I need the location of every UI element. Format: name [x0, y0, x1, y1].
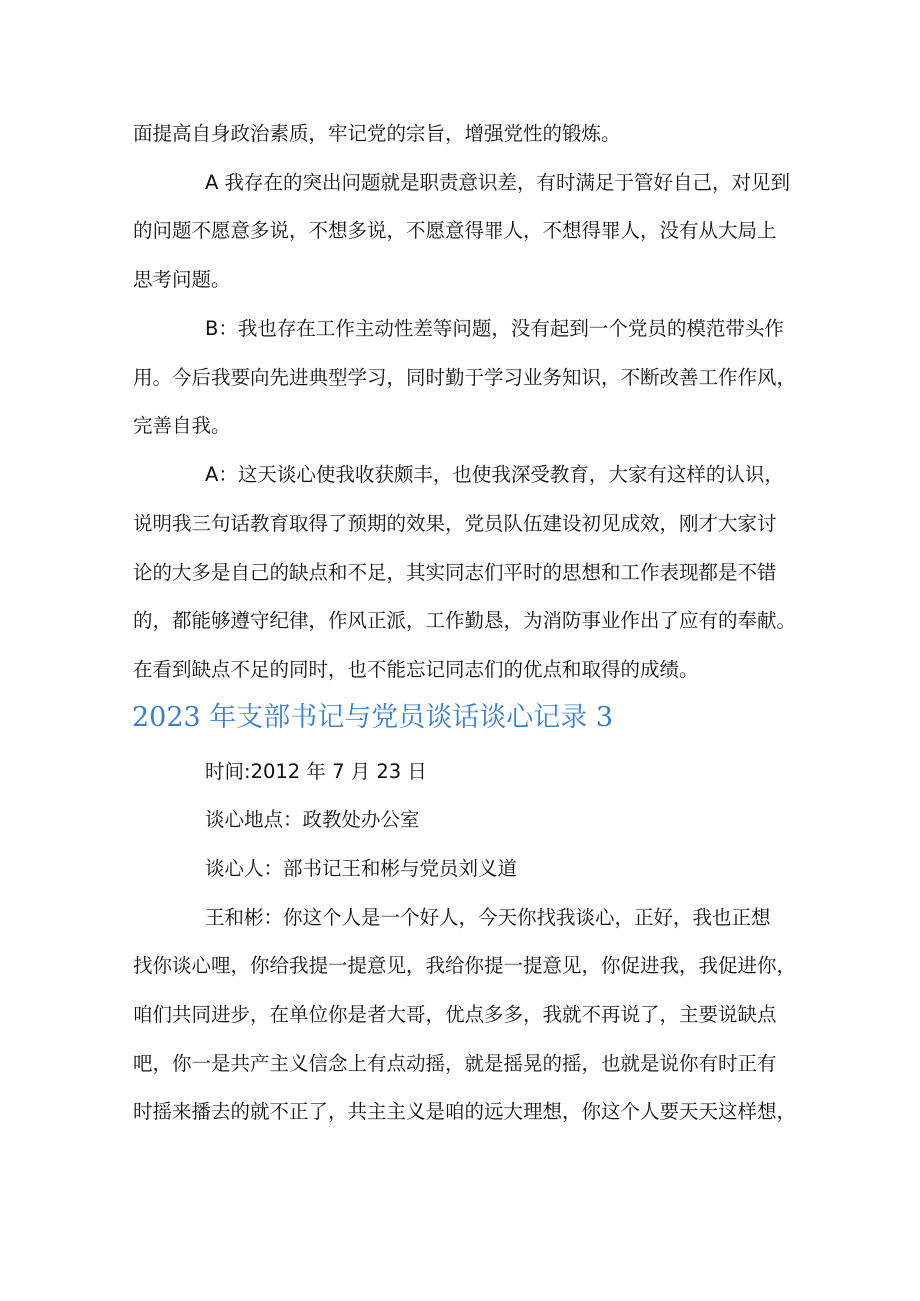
paragraph-4-line-1: A：这天谈心使我收获颇丰，也使我深受教育，大家有这样的认识，	[205, 463, 784, 486]
meeting-location: 谈心地点：政教处办公室	[205, 808, 420, 831]
paragraph-3-line-1: B：我也存在工作主动性差等问题，没有起到一个党员的模范带头作	[205, 317, 784, 340]
paragraph-4-line-4: 的，都能够遵守纪律，作风正派，工作勤恳，为消防事业作出了应有的奉献。	[133, 609, 797, 632]
dialogue-line-3: 咱们共同进步，在单位你是者大哥，优点多多，我就不再说了，主要说缺点	[133, 1003, 777, 1026]
paragraph-2-line-1: A 我存在的突出问题就是职责意识差，有时满足于管好自己，对见到	[205, 171, 791, 194]
paragraph-3-line-2: 用。今后我要向先进典型学习，同时勤于学习业务知识，不断改善工作作风，	[133, 366, 797, 389]
paragraph-4-line-5: 在看到缺点不足的同时，也不能忘记同志们的优点和取得的成绩。	[133, 658, 699, 681]
paragraph-2-line-3: 思考问题。	[133, 268, 231, 291]
paragraph-4-line-3: 论的大多是自己的缺点和不足，其实同志们平时的思想和工作表现都是不错	[133, 561, 777, 584]
paragraph-3-line-3: 完善自我。	[133, 414, 231, 437]
dialogue-line-2: 找你谈心哩，你给我提一提意见，我给你提一提意见，你促进我，我促进你，	[133, 954, 797, 977]
paragraph-4-line-2: 说明我三句话教育取得了预期的效果，党员队伍建设初见成效，刚才大家讨	[133, 512, 777, 535]
dialogue-line-4: 吧，你一是共产主义信念上有点动摇，就是摇晃的摇，也就是说你有时正有	[133, 1052, 777, 1075]
dialogue-line-1: 王和彬：你这个人是一个好人，今天你找我谈心，正好，我也正想	[205, 906, 771, 929]
meeting-participants: 谈心人：部书记王和彬与党员刘义道	[205, 857, 518, 880]
paragraph-2-line-2: 的问题不愿意多说，不想多说，不愿意得罪人，不想得罪人，没有从大局上	[133, 219, 777, 242]
dialogue-line-5: 时摇来播去的就不正了，共主主义是咱的远大理想，你这个人要天天这样想，	[133, 1100, 797, 1123]
paragraph-1-line-1: 面提高自身政治素质，牢记党的宗旨，增强党性的锻炼。	[133, 122, 621, 145]
meeting-time: 时间:2012 年 7 月 23 日	[205, 760, 427, 783]
section-heading: 2023 年支部书记与党员谈话谈心记录 3	[132, 702, 614, 733]
